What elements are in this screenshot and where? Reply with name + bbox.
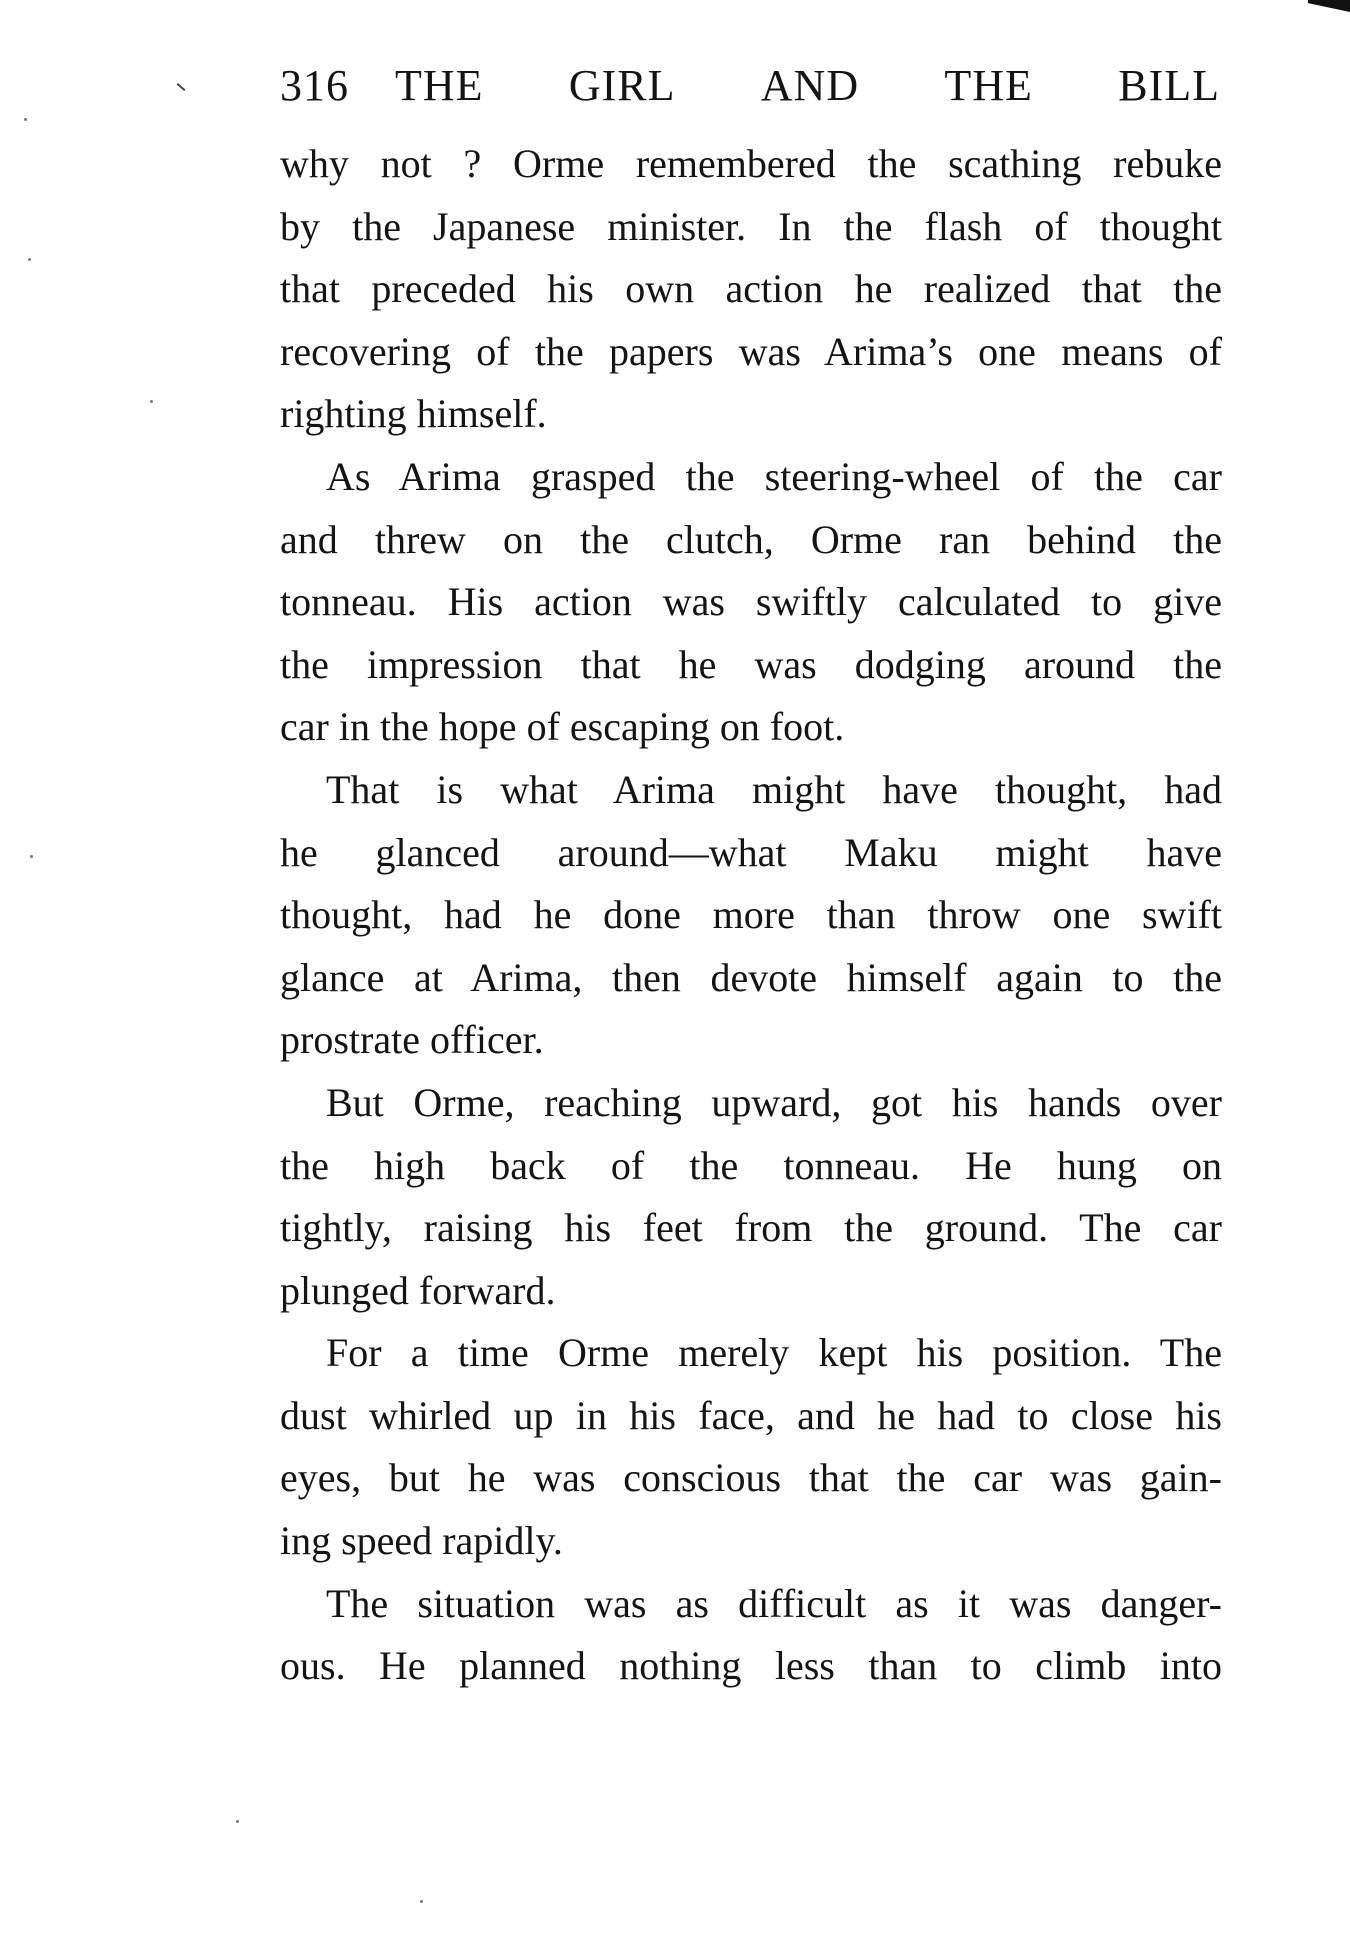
scan-tick-mark xyxy=(177,83,186,91)
text-line: by the Japanese minister. In the flash of thought xyxy=(280,203,1222,249)
text-line: As Arima grasped the steering-wheel of the car xyxy=(326,453,1222,499)
text-line: prostrate officer. xyxy=(280,1017,544,1063)
scan-speck xyxy=(420,1900,423,1903)
text-line: tightly, raising his feet from the ground. The car xyxy=(280,1205,1222,1251)
text-line: dust whirled up in his face, and he had to close his xyxy=(280,1392,1222,1438)
running-header xyxy=(280,60,1220,120)
running-title-word: GIRL xyxy=(568,61,676,110)
scan-speck xyxy=(30,855,33,858)
text-line: glance at Arima, then devote himself again to the xyxy=(280,954,1222,1000)
text-line: righting himself. xyxy=(280,391,547,437)
running-title-word: AND xyxy=(760,61,860,110)
text-line: car in the hope of escaping on foot. xyxy=(280,704,845,750)
text-line: tonneau. His action was swiftly calculated to give xyxy=(280,579,1222,625)
text-line: ing speed rapidly. xyxy=(280,1518,563,1564)
text-line: that preceded his own action he realized that the xyxy=(280,266,1222,312)
text-line: and threw on the clutch, Orme ran behind the xyxy=(280,516,1222,562)
text-line: recovering of the papers was Arima’s one means of xyxy=(280,328,1222,374)
text-line: That is what Arima might have thought, had xyxy=(326,766,1222,812)
text-line: thought, had he done more than throw one swift xyxy=(280,892,1222,938)
text-line: But Orme, reaching upward, got his hands over xyxy=(326,1079,1222,1125)
text-line: The situation was as difficult as it was danger- xyxy=(326,1580,1222,1626)
running-title-word: THE xyxy=(944,61,1033,110)
scan-speck xyxy=(236,1820,239,1823)
body-text xyxy=(280,133,1222,1698)
running-title-word: BILL xyxy=(1118,61,1220,110)
scan-corner-mark xyxy=(1308,0,1350,12)
text-line: he glanced around—what Maku might have xyxy=(280,829,1222,875)
scan-speck xyxy=(150,400,153,403)
page-number: 316 xyxy=(280,61,349,110)
text-line: plunged forward. xyxy=(280,1267,556,1313)
running-title xyxy=(395,60,1220,111)
scan-speck xyxy=(24,118,27,121)
text-line: why not ? Orme remembered the scathing rebuke xyxy=(280,141,1222,186)
text-line: the impression that he was dodging around the xyxy=(280,641,1222,687)
text-line: the high back of the tonneau. He hung on xyxy=(280,1142,1222,1188)
text-line: ous. He planned nothing less than to climb into xyxy=(280,1643,1222,1689)
scan-speck xyxy=(28,258,31,261)
text-line: eyes, but he was conscious that the car was gain- xyxy=(280,1455,1222,1501)
running-title-word: THE xyxy=(395,61,484,110)
text-line: For a time Orme merely kept his position. The xyxy=(326,1330,1222,1376)
